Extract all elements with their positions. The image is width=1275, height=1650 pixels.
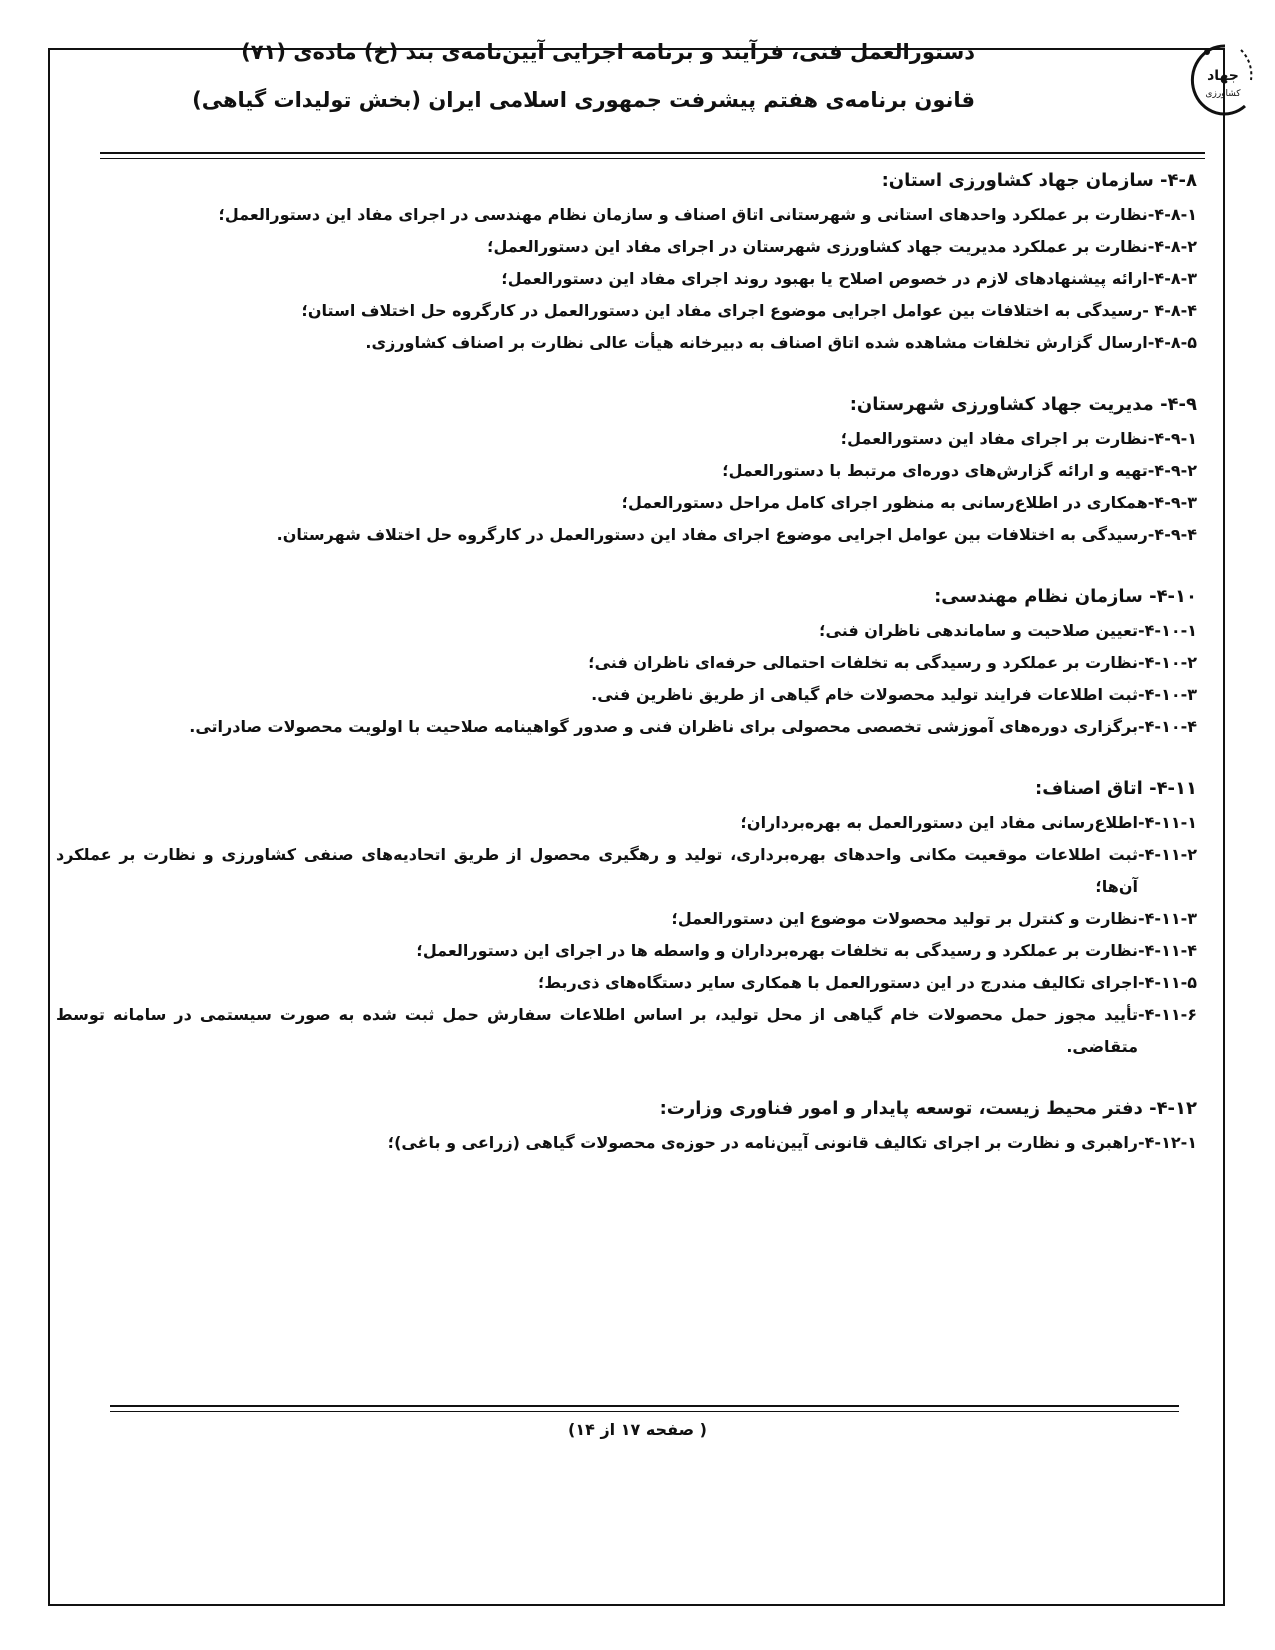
footer-rule	[110, 1405, 1179, 1407]
list-item	[56, 967, 1197, 999]
svg-text:کشاورزی: کشاورزی	[1205, 89, 1241, 99]
item-number: ۴-۱۲-۱-	[1138, 1133, 1197, 1152]
item-text: ثبت اطلاعات موقعیت مکانی واحدهای بهره‌برداری، تولید و رهگیری محصول از طریق اتحادیه‌های صنفی کشاورزی و نظارت بر عملکرد آن‌ها؛	[56, 845, 1139, 896]
item-number: ۴-۱۱-۱-	[1138, 813, 1197, 832]
section-environment-office	[56, 1093, 1197, 1159]
item-text: نظارت بر اجرای مفاد این دستورالعمل؛	[840, 429, 1148, 448]
document-body	[56, 165, 1197, 1189]
item-number: ۴-۱۱-۳-	[1138, 909, 1197, 928]
header-rule-thin	[100, 158, 1205, 159]
item-text: نظارت بر عملکرد مدیریت جهاد کشاورزی شهرستان در اجرای مفاد این دستورالعمل؛	[487, 237, 1148, 256]
item-text: اطلاع‌رسانی مفاد این دستورالعمل به بهره‌برداران؛	[740, 813, 1139, 832]
item-number: ۴-۸-۳-	[1147, 269, 1197, 288]
item-text: نظارت و کنترل بر تولید محصولات موضوع این دستورالعمل؛	[671, 909, 1139, 928]
list-item	[56, 455, 1197, 487]
list-item	[56, 295, 1197, 327]
list-item	[56, 487, 1197, 519]
item-number: ۴-۸-۵-	[1147, 333, 1197, 352]
section-title: ۴-۱۱- اتاق اصناف:	[1035, 778, 1197, 799]
section-county-management	[56, 389, 1197, 551]
item-text: رسیدگی به اختلافات بین عوامل اجرایی موضوع اجرای مفاد این دستورالعمل در کارگروه حل اختلاف استان؛	[301, 301, 1143, 320]
item-text: تأیید مجوز حمل محصولات خام گیاهی از محل تولید، بر اساس اطلاعات سفارش حمل ثبت شده به صورت سیستمی در سامانه توسط متقاضی.	[56, 1005, 1139, 1056]
item-text: تعیین صلاحیت و ساماندهی ناظران فنی؛	[819, 621, 1139, 640]
list-item	[56, 903, 1197, 935]
list-item	[56, 1127, 1197, 1159]
item-text: نظارت بر عملکرد و رسیدگی به تخلفات بهره‌برداران و واسطه ها در اجرای این دستورالعمل؛	[416, 941, 1139, 960]
ministry-logo	[1185, 40, 1257, 120]
list-item	[56, 231, 1197, 263]
item-text: تهیه و ارائه گزارش‌های دوره‌ای مرتبط با دستورالعمل؛	[722, 461, 1148, 480]
section-title: ۴-۱۲- دفتر محیط زیست، توسعه پایدار و امور فناوری وزارت:	[659, 1098, 1197, 1119]
item-text: برگزاری دوره‌های آموزشی تخصصی محصولی برای ناظران فنی و صدور گواهینامه صلاحیت با اولویت محصولات صادراتی.	[189, 717, 1139, 736]
item-number: ۴-۱۱-۲-	[1138, 845, 1197, 864]
item-number: ۴-۹-۲-	[1147, 461, 1197, 480]
section-title: ۴-۸- سازمان جهاد کشاورزی استان:	[881, 170, 1197, 191]
item-number: ۴-۸-۱-	[1147, 205, 1197, 224]
list-item	[56, 263, 1197, 295]
section-guilds-chamber	[56, 773, 1197, 1063]
item-number: ۴-۱۰-۱-	[1138, 621, 1197, 640]
item-text: ثبت اطلاعات فرایند تولید محصولات خام گیاهی از طریق ناظرین فنی.	[591, 685, 1139, 704]
item-number: ۴-۱۱-۶-	[1138, 1005, 1197, 1024]
list-item	[56, 679, 1197, 711]
list-item	[56, 519, 1197, 551]
item-text: نظارت بر عملکرد و رسیدگی به تخلفات احتمالی حرفه‌ای ناظران فنی؛	[588, 653, 1139, 672]
item-number: ۴-۱۰-۳-	[1138, 685, 1197, 704]
list-item	[56, 807, 1197, 839]
item-number: ۴-۸-۲-	[1147, 237, 1197, 256]
list-item	[56, 327, 1197, 359]
list-item	[56, 423, 1197, 455]
page-number: ( صفحه ۱۷ از ۱۴)	[568, 1420, 707, 1439]
svg-text:جهاد: جهاد	[1207, 68, 1239, 84]
item-text: ارائه پیشنهادهای لازم در خصوص اصلاح یا بهبود روند اجرای مفاد این دستورالعمل؛	[501, 269, 1148, 288]
item-number: ۴-۱۰-۴-	[1138, 717, 1197, 736]
item-text: رسیدگی به اختلافات بین عوامل اجرایی موضوع اجرای مفاد این دستورالعمل در کارگروه حل اختلاف شهرستان.	[276, 525, 1148, 544]
section-provincial-organization	[56, 165, 1197, 359]
item-text: اجرای تکالیف مندرج در این دستورالعمل با همکاری سایر دستگاه‌های ذی‌ربط؛	[537, 973, 1139, 992]
item-text: راهبری و نظارت بر اجرای تکالیف قانونی آیین‌نامه در حوزه‌ی محصولات گیاهی (زراعی و باغی)؛	[387, 1133, 1139, 1152]
item-number: ۴-۹-۱-	[1147, 429, 1197, 448]
item-text: ارسال گزارش تخلفات مشاهده شده اتاق اصناف به دبیرخانه هیأت عالی نظارت بر اصناف کشاورزی.	[365, 333, 1148, 352]
item-number: ۴-۱۰-۲-	[1138, 653, 1197, 672]
section-title: ۴-۹- مدیریت جهاد کشاورزی شهرستان:	[849, 394, 1197, 415]
item-number: ۴-۱۱-۴-	[1138, 941, 1197, 960]
item-number: ۴-۹-۳-	[1147, 493, 1197, 512]
item-number: ۴-۸-۴ -	[1142, 301, 1197, 320]
item-text: نظارت بر عملکرد واحدهای استانی و شهرستانی اتاق اصناف و سازمان نظام مهندسی در اجرای مفاد این دستورالعمل؛	[218, 205, 1148, 224]
list-item	[56, 999, 1197, 1063]
list-item	[56, 615, 1197, 647]
list-item	[56, 199, 1197, 231]
item-number: ۴-۱۱-۵-	[1138, 973, 1197, 992]
footer-rule-thin	[110, 1411, 1179, 1412]
list-item	[56, 647, 1197, 679]
list-item	[56, 839, 1197, 903]
section-title: ۴-۱۰- سازمان نظام مهندسی:	[934, 586, 1197, 607]
header-title-line-1: دستورالعمل فنی، فرآیند و برنامه اجرایی آیین‌نامه‌ی بند (خ) ماده‌ی (۷۱)	[241, 40, 975, 64]
header-title-line-2: قانون برنامه‌ی هفتم پیشرفت جمهوری اسلامی ایران (بخش تولیدات گیاهی)	[192, 88, 975, 112]
list-item	[56, 711, 1197, 743]
header-rule	[100, 152, 1205, 154]
page-header	[0, 28, 1275, 158]
item-text: همکاری در اطلاع‌رسانی به منظور اجرای کامل مراحل دستورالعمل؛	[621, 493, 1148, 512]
item-number: ۴-۹-۴-	[1147, 525, 1197, 544]
section-engineering-organization	[56, 581, 1197, 743]
list-item	[56, 935, 1197, 967]
